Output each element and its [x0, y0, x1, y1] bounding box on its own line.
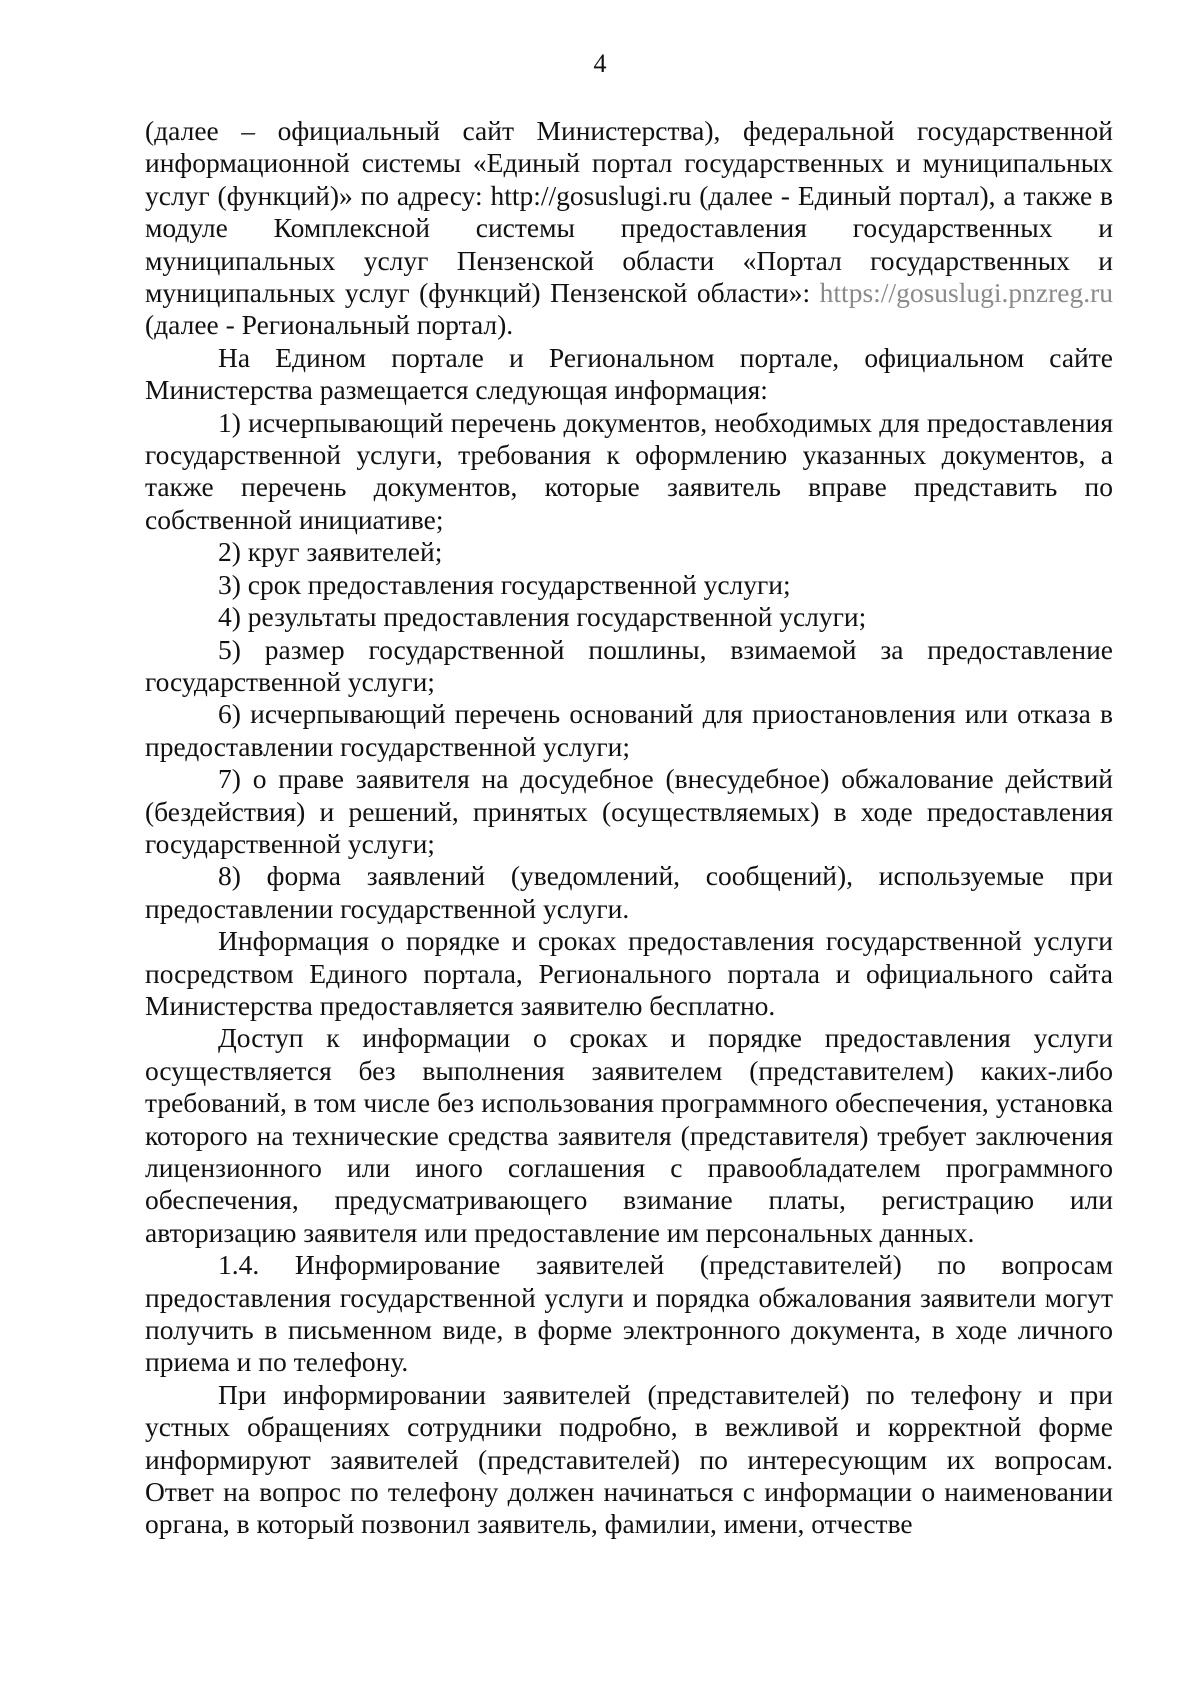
paragraph-free-info: Информация о порядке и сроках предоставления государственной услуги посредством Единого портала, Регионального портала и официального сайта Министерства предоставляется заявителю бесплатно.	[145, 925, 1113, 1021]
regional-portal-url: https://gosuslugi.pnzreg.ru	[819, 277, 1113, 309]
list-item-7: 7) о праве заявителя на досудебное (внесудебное) обжалование действий (бездействия) и решений, принятых (осуществляемых) в ходе предоставления государственной услуги;	[145, 763, 1113, 859]
paragraph-phone-info: При информировании заявителей (представителей) по телефону и при устных обращениях сотрудники подробно, в вежливой и корректной форме информируют заявителей (представителей) по интересующим их вопросам. Ответ на вопрос по телефону должен начинаться с информации о наименовании органа, в который позвонил заявитель, фамилии, имени, отчестве	[145, 1378, 1113, 1540]
list-item-6: 6) исчерпывающий перечень оснований для приостановления или отказа в предоставлении государственной услуги;	[145, 698, 1113, 762]
list-item-2: 2) круг заявителей;	[218, 536, 443, 568]
paragraph-official-site	[145, 115, 1113, 342]
paragraph-access: Доступ к информации о сроках и порядке предоставления услуги осуществляется без выполнения заявителем (представителем) каких-либо требований, в том числе без использования программного обеспечения, установка которого на технические средства заявителя (представителя) требует заключения лицензионного или иного соглашения с правообладателем программного обеспечения, предусматривающего взимание платы, регистрацию или авторизацию заявителя или предоставление им персональных данных.	[145, 1022, 1113, 1248]
list-item-3: 3) срок предоставления государственной услуги;	[218, 568, 791, 600]
paragraph-text: (далее – официальный сайт Министерства), федеральной государственной информационной системы «Единый портал государственных и муниципальных услуг (функций)» по адресу: http://gosuslugi.ru (далее - Единый портал), а также в модуле Комплексной системы предоставления государственных и муниципальных услуг Пензенской области «Портал государственных и муниципальных услуг (функций) Пензенской области»:	[145, 115, 1113, 309]
paragraph-text: (далее - Региональный портал).	[145, 309, 514, 341]
list-item-8: 8) форма заявлений (уведомлений, сообщений), используемые при предоставлении государственной услуги.	[145, 860, 1113, 924]
list-item-5: 5) размер государственной пошлины, взимаемой за предоставление государственной услуги;	[145, 633, 1113, 697]
page-number: 4	[593, 49, 607, 78]
paragraph-info-intro: На Едином портале и Региональном портале, официальном сайте Министерства размещается следующая информация:	[145, 341, 1113, 406]
list-item-1: 1) исчерпывающий перечень документов, необходимых для предоставления государственной услуги, требования к оформлению указанных документов, а также перечень документов, которые заявитель вправе представить по собственной инициативе;	[145, 406, 1113, 535]
list-item-4: 4) результаты предоставления государственной услуги;	[218, 601, 867, 633]
document-body	[145, 115, 1113, 1541]
paragraph-section-1-4: 1.4. Информирование заявителей (представителей) по вопросам предоставления государственной услуги и порядка обжалования заявители могут получить в письменном виде, в форме электронного документа, в ходе личного приема и по телефону.	[145, 1249, 1113, 1378]
